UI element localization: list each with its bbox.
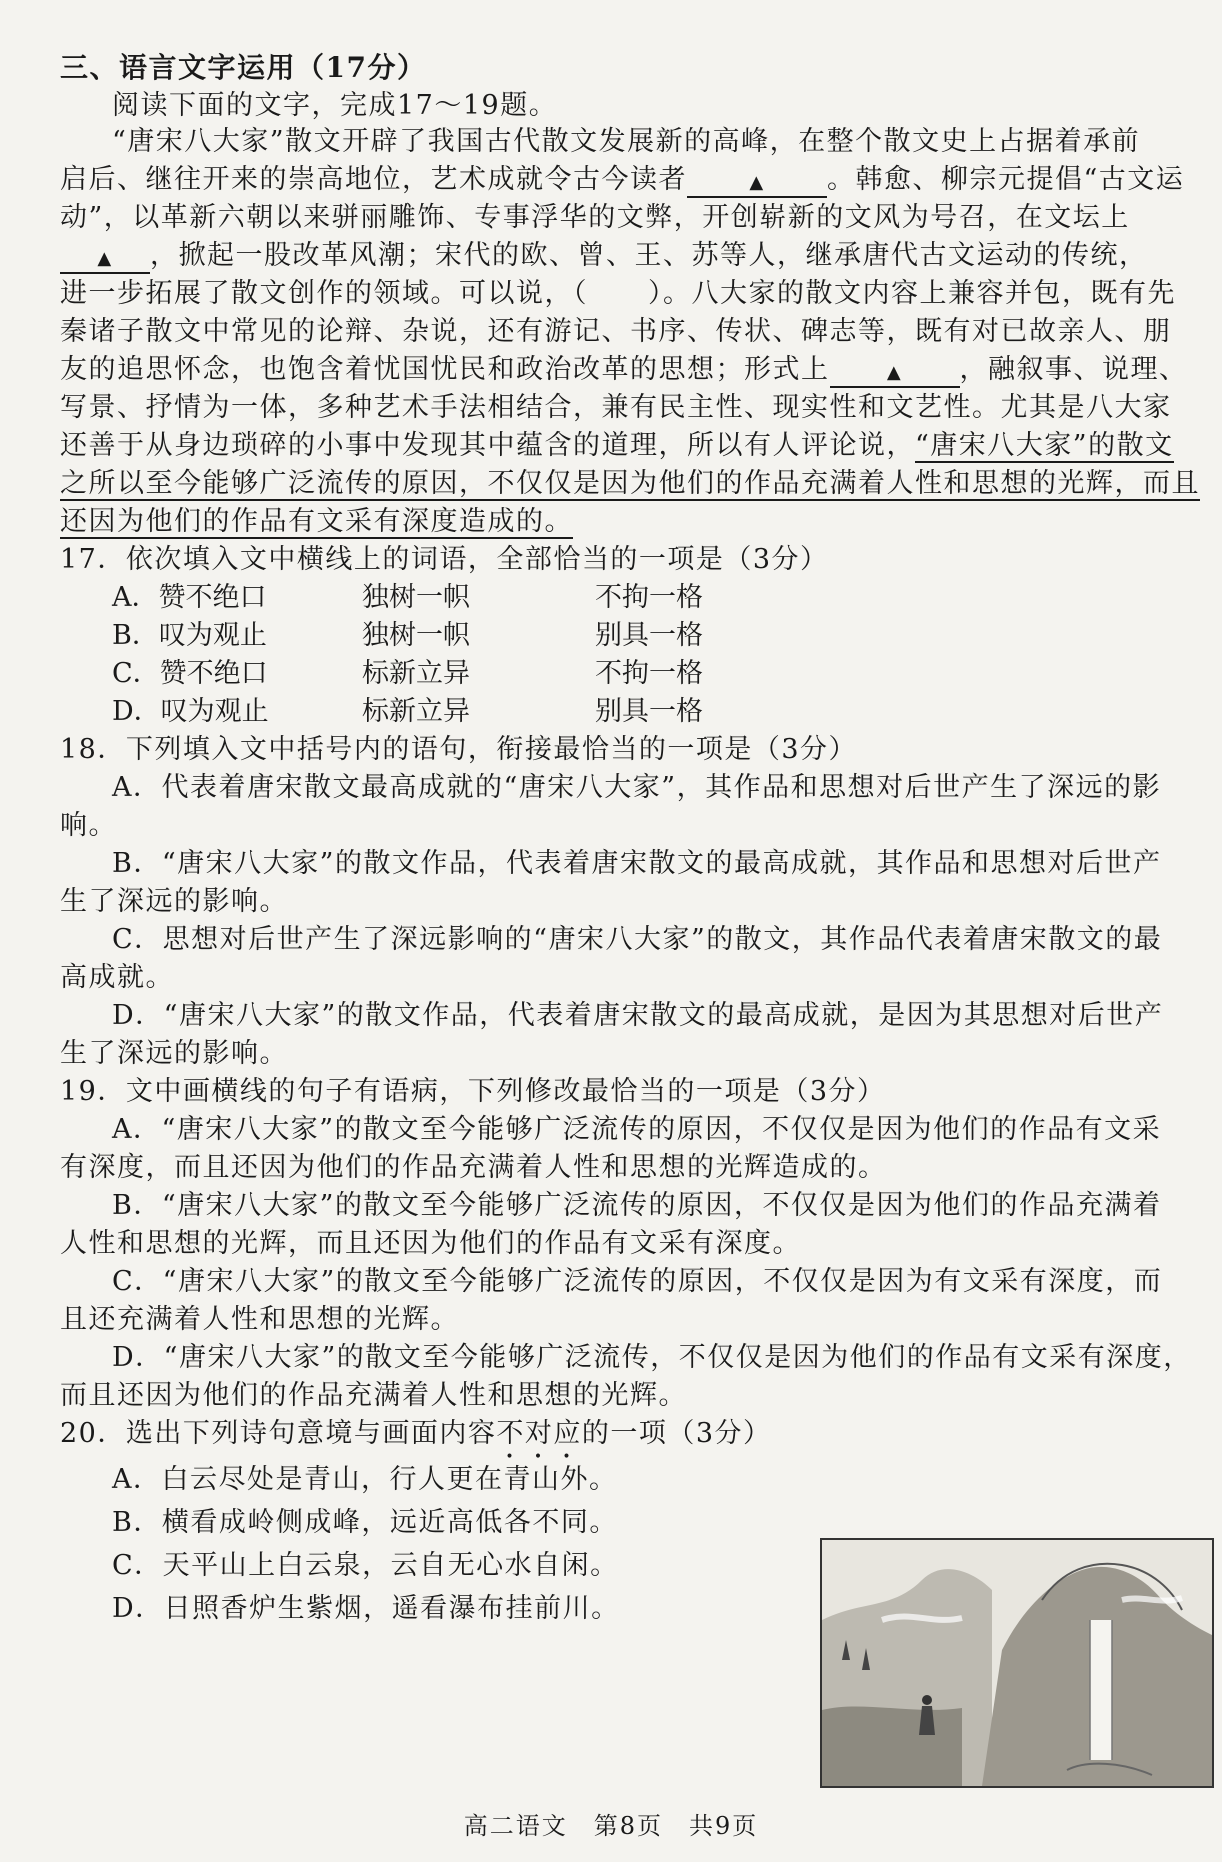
passage-text: 。韩愈、柳宗元提倡“古文运	[827, 164, 1185, 195]
passage-line	[60, 160, 1184, 200]
q19-option-a-cont: 有深度，而且还因为他们的作品充满着人性和思想的光辉造成的。	[60, 1152, 887, 1183]
q17-option-a[interactable]: A．赞不绝口	[112, 582, 267, 613]
passage-line: 动”，以革新六朝以来骈丽雕饰、专事浮华的文弊，开创崭新的文风为号召，在文坛上	[60, 202, 1130, 233]
section-heading: 三、语言文字运用（17分）	[60, 51, 427, 84]
passage-line	[60, 502, 573, 542]
passage-line: 写景、抒情为一体，多种艺术手法相结合，兼有民主性、现实性和文艺性。尤其是八大家	[60, 392, 1172, 423]
passage-line	[60, 236, 1148, 276]
q17-option-d[interactable]: D．叹为观止	[112, 696, 269, 727]
underlined-sentence: “唐宋八大家”的散文	[915, 430, 1174, 461]
q17-option-a-word2: 独树一帜	[362, 582, 470, 613]
underlined-sentence: 还因为他们的作品有文采有深度造成的。	[60, 506, 573, 537]
q19-option-c-cont: 且还充满着人性和思想的光辉。	[60, 1304, 459, 1335]
q19-option-b[interactable]: B．“唐宋八大家”的散文至今能够广泛流传的原因，不仅仅是因为他们的作品充满着	[112, 1190, 1162, 1221]
waterfall-mountain-illustration	[822, 1540, 1212, 1786]
question-18-stem: 18．下列填入文中括号内的语句，衔接最恰当的一项是（3分）	[60, 734, 858, 765]
passage-line	[60, 350, 1188, 390]
section-instruction: 阅读下面的文字，完成17～19题。	[112, 90, 558, 121]
q17-option-d-word3: 别具一格	[595, 696, 703, 727]
q17-option-b-word2: 独树一帜	[362, 620, 470, 651]
passage-text: ，掀起一股改革风潮；宋代的欧、曾、王、苏等人，继承唐代古文运动的传统，	[150, 240, 1148, 271]
fill-blank-2: ▲	[60, 246, 150, 274]
passage-text: 进一步拓展了散文创作的领域。可以说，（	[60, 278, 588, 309]
passage-line: 秦诸子散文中常见的论辩、杂说，还有游记、书序、传状、碑志等，既有对已故亲人、朋	[60, 316, 1172, 347]
q19-option-b-cont: 人性和思想的光辉，而且还因为他们的作品有文采有深度。	[60, 1228, 801, 1259]
q18-option-b-cont: 生了深远的影响。	[60, 886, 288, 917]
question-19-stem: 19．文中画横线的句子有语病，下列修改最恰当的一项是（3分）	[60, 1076, 886, 1107]
q17-option-c-word2: 标新立异	[362, 658, 470, 689]
q17-option-c-word3: 不拘一格	[595, 658, 703, 689]
passage-text: ，融叙事、说理、	[959, 354, 1188, 385]
q17-option-b[interactable]: B．叹为观止	[112, 620, 267, 651]
q20-option-c[interactable]: C．天平山上白云泉，云自无心水自闲。	[112, 1550, 619, 1581]
fill-blank-1: ▲	[687, 170, 827, 198]
q20-stem-text: 的一项（3分）	[581, 1418, 772, 1449]
q18-option-d[interactable]: D．“唐宋八大家”的散文作品，代表着唐宋散文的最高成就，是因为其思想对后世产	[112, 1000, 1164, 1031]
q17-option-c[interactable]: C．赞不绝口	[112, 658, 268, 689]
q20-option-b[interactable]: B．横看成岭侧成峰，远近高低各不同。	[112, 1507, 618, 1538]
q20-option-d[interactable]: D．日照香炉生紫烟，遥看瀑布挂前川。	[112, 1593, 620, 1624]
q19-option-d-cont: 而且还因为他们的作品充满着人性和思想的光辉。	[60, 1380, 687, 1411]
q18-option-a[interactable]: A．代表着唐宋散文最高成就的“唐宋八大家”，其作品和思想对后世产生了深远的影	[112, 772, 1162, 803]
q20-emphasis: 不对应	[496, 1418, 582, 1449]
q20-option-a[interactable]: A．白云尽处是青山，行人更在青山外。	[112, 1464, 618, 1495]
landscape-painting	[820, 1538, 1214, 1788]
q17-option-a-word3: 不拘一格	[595, 582, 703, 613]
question-20-stem	[60, 1414, 772, 1465]
passage-line	[60, 426, 1174, 466]
q18-option-a-cont: 响。	[60, 810, 117, 841]
q19-option-d[interactable]: D．“唐宋八大家”的散文至今能够广泛流传，不仅仅是因为他们的作品有文采有深度，	[112, 1342, 1192, 1373]
q18-option-c[interactable]: C．思想对后世产生了深远影响的“唐宋八大家”的散文，其作品代表着唐宋散文的最	[112, 924, 1163, 955]
q19-option-a[interactable]: A．“唐宋八大家”的散文至今能够广泛流传的原因，不仅仅是因为他们的作品有文采	[112, 1114, 1162, 1145]
q18-option-c-cont: 高成就。	[60, 962, 174, 993]
q19-option-c[interactable]: C．“唐宋八大家”的散文至今能够广泛流传的原因，不仅仅是因为有文采有深度，而	[112, 1266, 1163, 1297]
q18-option-b[interactable]: B．“唐宋八大家”的散文作品，代表着唐宋散文的最高成就，其作品和思想对后世产	[112, 848, 1162, 879]
passage-text: 还善于从身边琐碎的小事中发现其中蕴含的道理，所以有人评论说，	[60, 430, 915, 461]
passage-line: “唐宋八大家”散文开辟了我国古代散文发展新的高峰，在整个散文史上占据着承前	[112, 126, 1141, 157]
underlined-sentence: 之所以至今能够广泛流传的原因，不仅仅是因为他们的作品充满着人性和思想的光辉，而且	[60, 468, 1200, 499]
passage-line	[60, 464, 1200, 504]
fill-blank-3: ▲	[830, 360, 960, 388]
page-footer: 高二语文 第8页 共9页	[463, 1812, 759, 1840]
q17-option-d-word2: 标新立异	[362, 696, 470, 727]
q20-stem-text: 20．选出下列诗句意境与画面内容	[60, 1418, 497, 1449]
question-17-stem: 17．依次填入文中横线上的词语，全部恰当的一项是（3分）	[60, 544, 829, 575]
passage-text: 友的追思怀念，也饱含着忧国忧民和政治改革的思想；形式上	[60, 354, 830, 385]
q17-option-b-word3: 别具一格	[595, 620, 703, 651]
passage-text: 启后、继往开来的崇高地位，艺术成就令古今读者	[60, 164, 687, 195]
q18-option-d-cont: 生了深远的影响。	[60, 1038, 288, 1069]
passage-text: ）。八大家的散文内容上兼容并包，既有先	[648, 278, 1176, 309]
passage-line	[60, 274, 1176, 314]
